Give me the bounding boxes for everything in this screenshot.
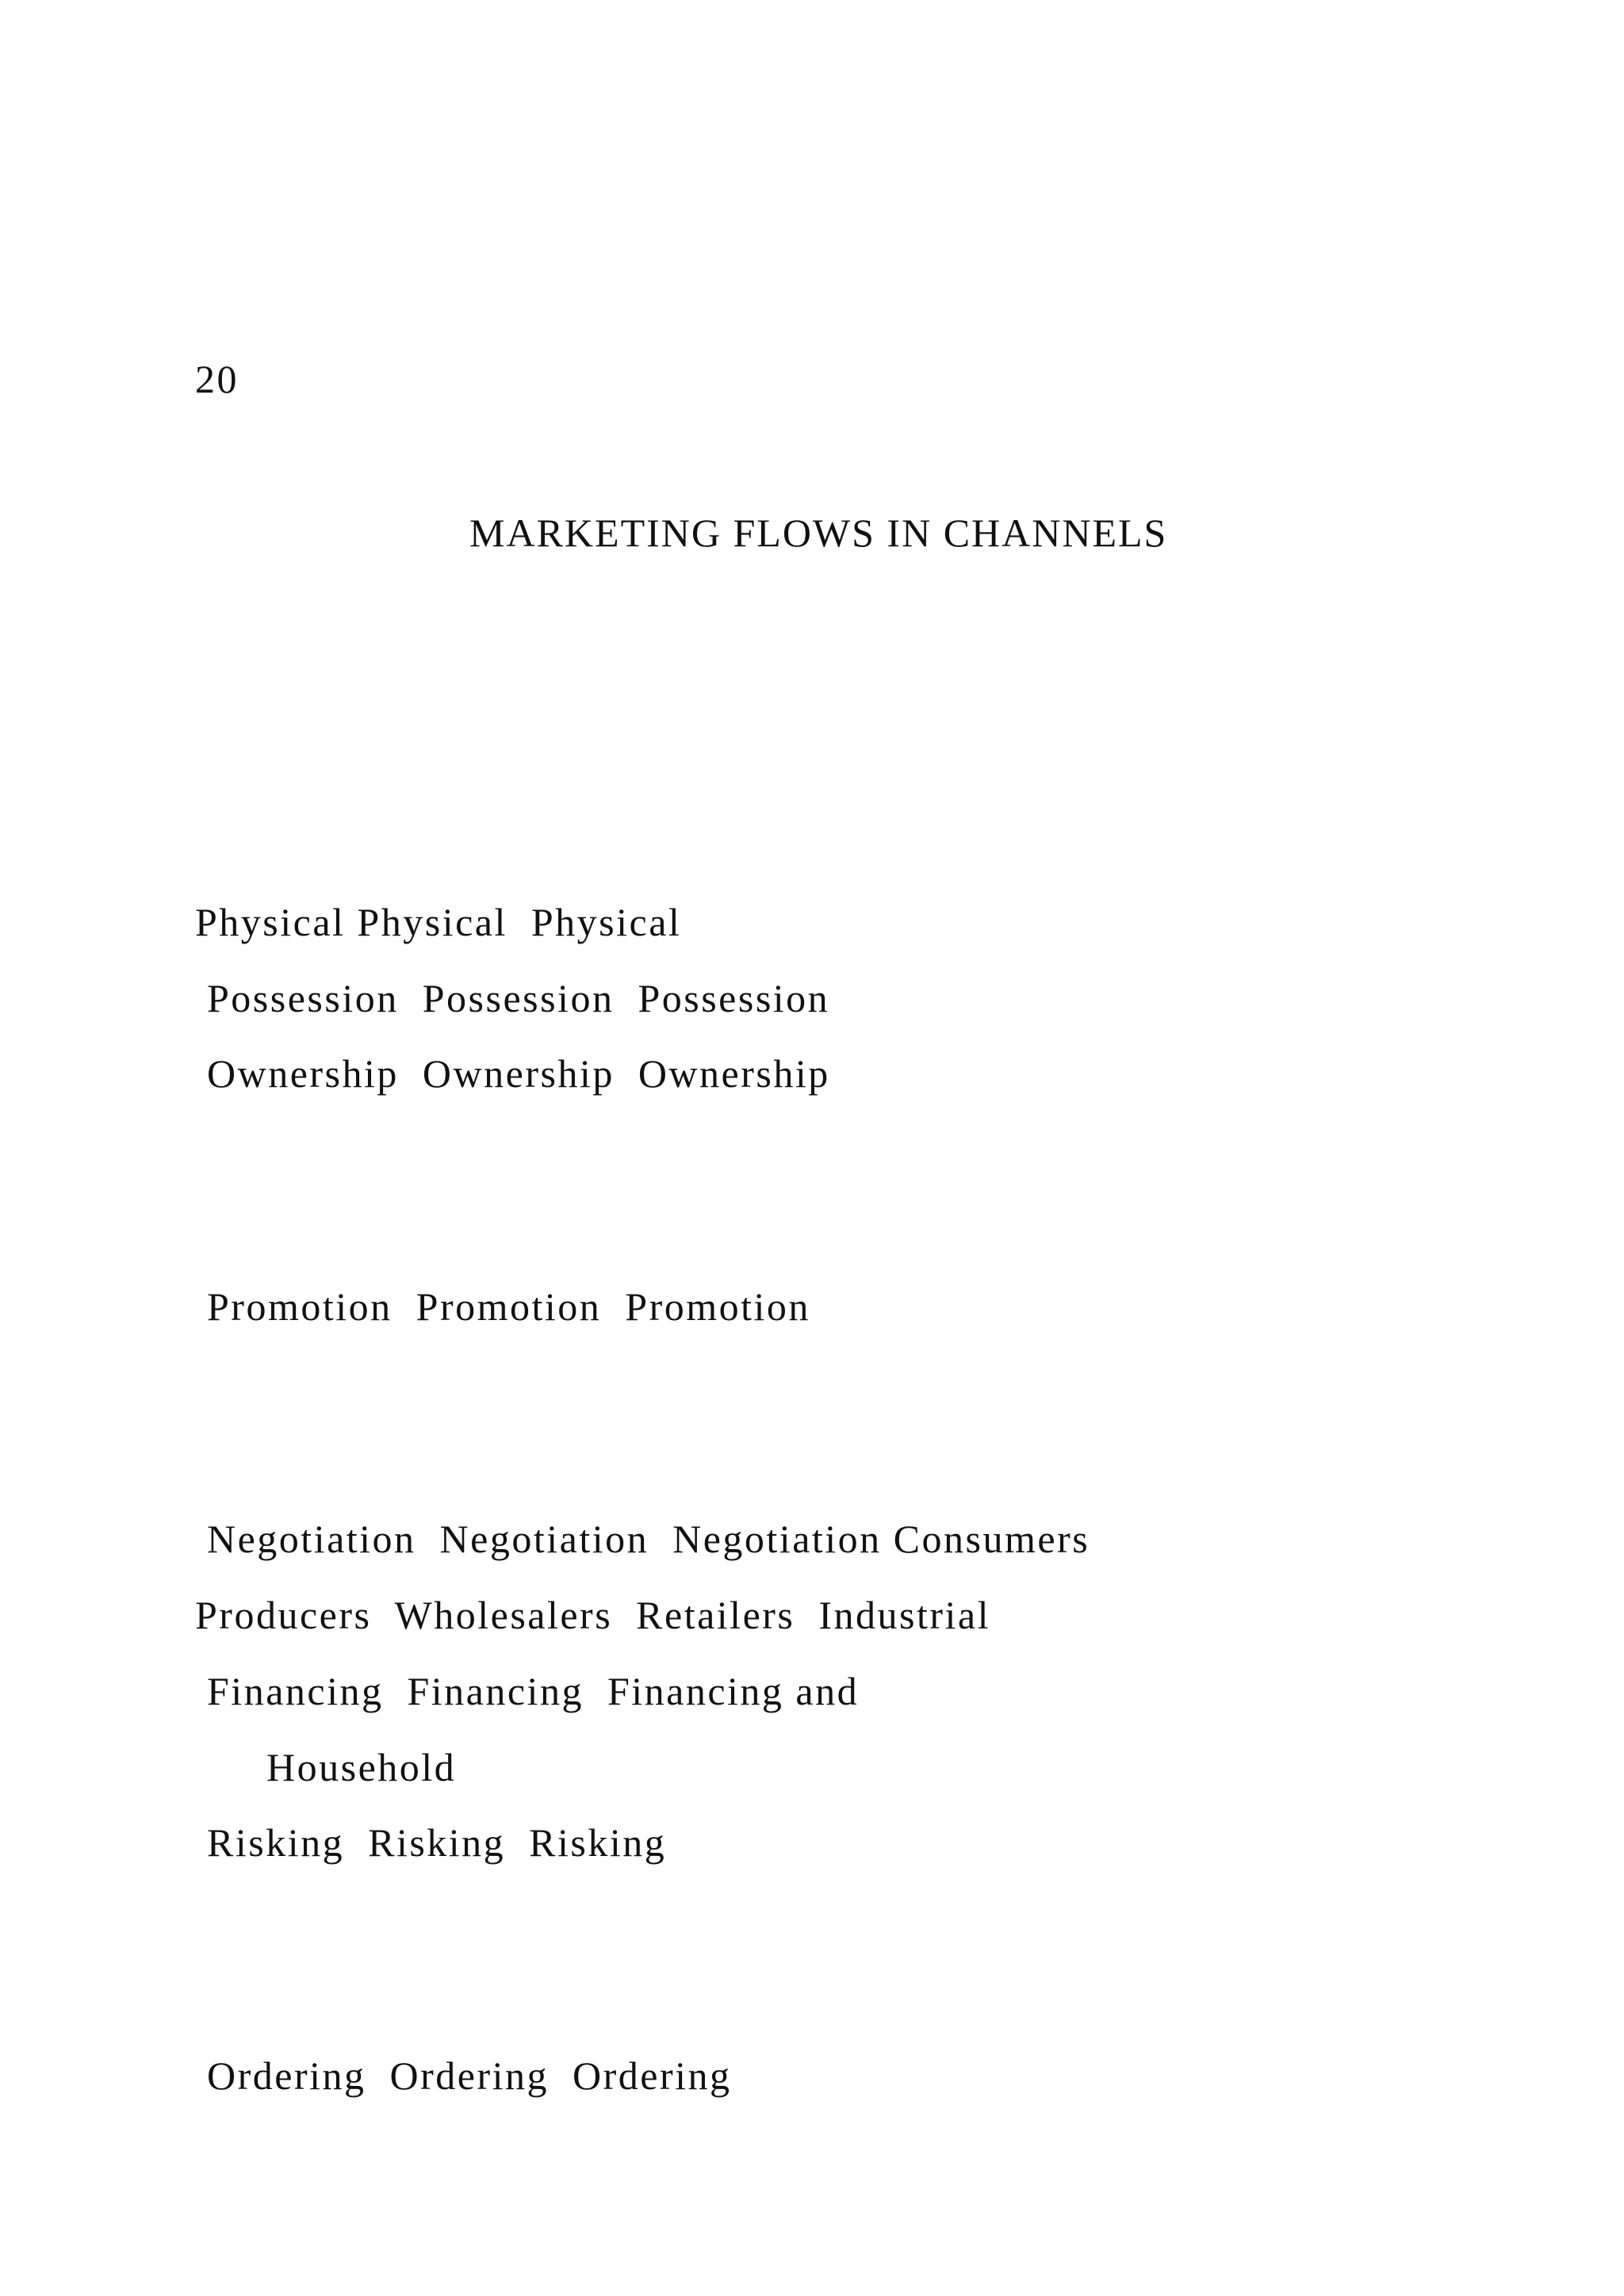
- text-line-ordering: Ordering Ordering Ordering: [195, 2053, 732, 2098]
- text-line-producers: Producers Wholesalers Retailers Industrial: [195, 1593, 991, 1637]
- page-number: 20: [195, 357, 239, 401]
- text-line-financing: Financing Financing Financing and: [195, 1669, 860, 1713]
- text-line-negotiation: Negotiation Negotiation Negotiation Consumers: [195, 1517, 1090, 1561]
- page-title: MARKETING FLOWS IN CHANNELS: [469, 511, 1168, 555]
- text-line-possession: Possession Possession Possession: [195, 976, 830, 1020]
- text-line-risking: Risking Risking Risking: [195, 1820, 667, 1865]
- text-line-physical: Physical Physical Physical: [195, 900, 682, 944]
- text-line-household: Household: [195, 1745, 457, 1789]
- text-line-ownership: Ownership Ownership Ownership: [195, 1051, 830, 1096]
- text-line-promotion: Promotion Promotion Promotion: [195, 1284, 810, 1329]
